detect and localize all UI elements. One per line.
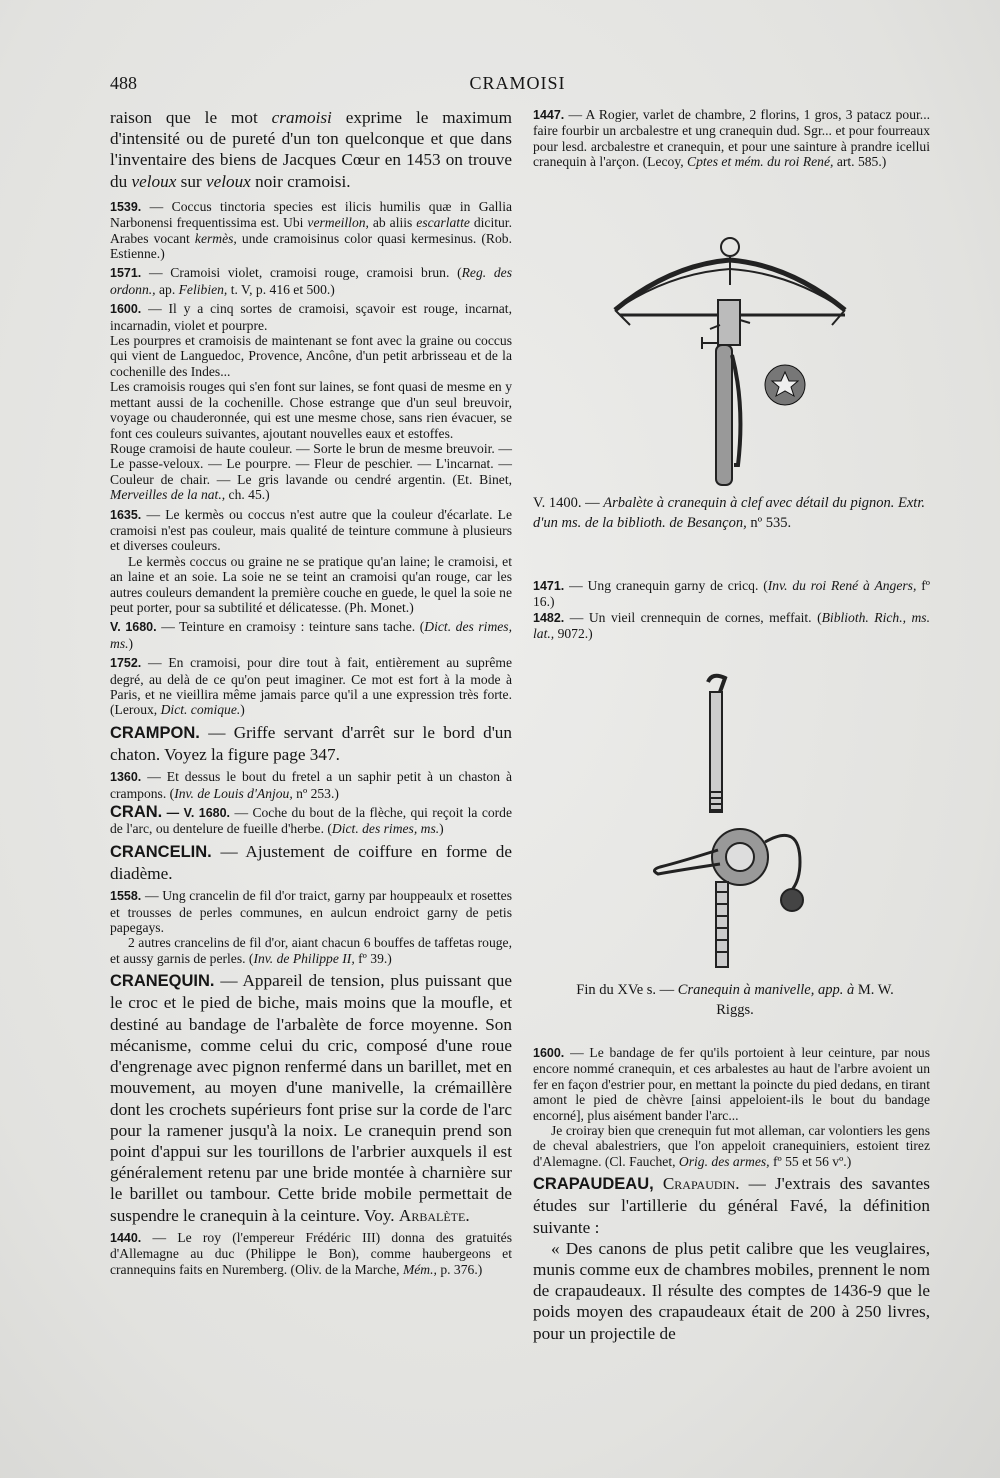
entry-1539: 1539. — Coccus tinctoria species est ilicis humilis quæ in Gallia Narbonensi frequentissima est. Ubi vermeillon, ab aliis escarlatte dicitur. Arabes vocant kermès, unde cramoisinus color quasi kermesinus. (Rob. Estienne.) <box>110 198 513 262</box>
pinion-detail <box>765 365 805 405</box>
entry-1600: 1600. — Il y a cinq sortes de cramoisi, sçavoir est rouge, incarnat, incarnadin, violet et pourpre. <box>110 301 512 333</box>
entry-1600-para-3: Les cramoisis rouges qui s'en font sur laines, se font quasi de mesme en y mettant aussi de la cochenille. Chose estrange que d'un seul breuvoir, voyage ou chauderonnée, qui est une mesme chose, sans rien évacuer, se font ces couleurs suivantes, ajoutant nouvelles eaux et estoffes. <box>110 379 512 441</box>
crapaudeau-headword: CRAPAUDEAU, <box>533 1175 654 1194</box>
page-number: 488 <box>110 73 137 93</box>
entry-1600-right: 1600. — Le bandage de fer qu'ils portoient à leur ceinture, par nous encore nommé cranequin, et ces arbalestes au haut de l'arbre avoient un fer en façon d'estrier pour, en mettant la poincte du pied dedans, en tirant amont le pied de chèvre [ainsi appeloient-ils le bout du bandage encorné], plus aisément bander l'arc... <box>533 1045 930 1123</box>
crancelin-definition: CRANCELIN. — Ajustement de coiffure en forme de diadème. <box>110 841 513 884</box>
crampon-definition: CRAMPON. — Griffe servant d'arrêt sur le bord d'un chaton. Voyez la figure page 347. <box>110 722 512 765</box>
entry-1600-para-2: Les pourpres et cramoisis de maintenant se font avec la graine ou coccus qui vient de Languedoc, Provence, Ancône, d'un petit arbrisseau et de la cochenille des Indes... <box>110 333 512 379</box>
right-column-bottom <box>533 1045 930 1344</box>
entry-1680: V. 1680. — Teinture en cramoisy : teinture sans tache. (Dict. des rimes, ms.) <box>110 619 512 651</box>
entry-1558-para-2: 2 autres crancelins de fil d'or, aiant chacun 6 bouffes de taffetas rouge, et aussy garnis de perles. (Inv. de Philippe II, fº 39.) <box>110 935 512 966</box>
crapaudeau-definition: CRAPAUDEAU, Crapaudin. — J'extrais des savantes études sur l'artillerie du général Favé, la définition suivante : <box>533 1174 930 1237</box>
crapaudeau-quote: « Des canons de plus petit calibre que les veuglaires, munis comme eux de chambres mobiles, prennent le nom de crapaudeaux. Il résulte des comptes de 1436-9 que le poids moyen des crapaudeaux était de 200 à 250 livres, pour un projectile de <box>533 1238 930 1343</box>
cranequin-definition: CRANEQUIN. — Appareil de tension, plus puissant que le croc et le pied de biche, mais moins que la moufle, et destiné au bandage de l'arbalète de force moyenne. Son mécanisme, comme celui du cric, composé d'une roue d'engrenage avec pignon renfermé dans un barillet, met en mouvement, au moyen d'une manivelle, la crémaillère dont les crochets supérieurs font prise sur la corde de l'arc pour la ramener jusqu'à la noix. Le cranequin prend son point d'appui sur les tourillons de l'arbrier auxquels il est généralement retenu par une bride montée à charnière sur le barillet ou tambour. Cette bride mobile permettait de suspendre le cranequin à la ceinture. Voy. Arbalète. <box>110 971 513 1225</box>
entry-1635-para-2: Le kermès coccus ou graine ne se pratique qu'an laine; le cramoisi, et an laine et an soie. La soie ne se teint an cramoisi qu'an rouge, car les autres couleurs demandent la première couche en guede, le quel la soie ne peut porter, pour sa subtilité et délicatesse. (Ph. Monet.) <box>110 553 512 615</box>
entry-1447: 1447. — A Rogier, varlet de chambre, 2 florins, 1 gros, 3 patacz pour... faire fourbir un arcbalestre et ung cranequin dud. Sgr... et pour fourreaux pour lesd. arcbalestre et cranequin, et pour une sainture à prandre icellui cranequin à l'arçon. (Lecoy, Cptes et mém. du roi René, art. 585.) <box>533 107 930 170</box>
figure-1-caption: V. 1400. — Arbalète à cranequin à clef avec détail du pignon. Extr. d'un ms. de la biblioth. de Besançon, nº 535. <box>533 495 925 531</box>
entry-1600-right-para-2: Je croiray bien que crenequin fut mot alleman, car volontiers les gens de cheval abalestriers, que l'on appeloit cranequiniers, estoient tirez d'Alemagne. (Cl. Fauchet, Orig. des armes, fº 55 et 56 vº.) <box>533 1123 930 1169</box>
crank-cranequin-illustration <box>640 672 820 972</box>
entry-1482: 1482. — Un vieil crennequin de cornes, meffait. (Biblioth. Rich., ms. lat., 9072.) <box>533 609 931 642</box>
running-title: CRAMOISI <box>469 73 566 93</box>
crampon-headword: CRAMPON. <box>110 723 200 742</box>
right-column-mid <box>533 578 930 642</box>
entry-1571: 1571. — Cramoisi violet, cramoisi rouge, cramoisi brun. (Reg. des ordonn., ap. Felibien, t. V, p. 416 et 500.) <box>110 265 512 297</box>
entry-1360: 1360. — Et dessus le bout du fretel a un saphir petit à un chaston à crampons. (Inv. de Louis d'Anjou, nº 253.) <box>110 769 512 801</box>
page-header <box>110 73 925 99</box>
right-column-top <box>533 107 930 170</box>
entry-1752: 1752. — En cramoisi, pour dire tout à fait, entièrement au suprême degré, au delà de ce qu'on peut imaginer. Ce mot est fort à la mode à Paris, et ne vieillira même jamais parce qu'il a une expression très forte. (Leroux, Dict. comique.) <box>110 655 512 718</box>
figure-2-caption: Fin du XVe s. — Cranequin à manivelle, app. à M. W. Riggs. <box>576 982 894 1018</box>
entry-1440: 1440. — Le roy (l'empereur Frédéric III) donna des gratuités d'Allemagne au duc (Philippe le Bon), comme haubergeons et crannequins faits en Nuremberg. (Oliv. de la Marche, Mém., p. 376.) <box>110 1229 512 1277</box>
cran-headword: CRAN. <box>110 803 163 822</box>
intro-paragraph: raison que le mot cramoisi exprime le maximum d'intensité ou de pureté d'un ton quelconque et que dans l'inventaire des biens de Jacques Cœur en 1453 on trouve du veloux sur veloux noir cramoisi. <box>110 108 512 191</box>
entry-1635: 1635. — Le kermès ou coccus n'est autre que la couleur d'écarlate. Le cramoisi n'est pas couleur, mais qualité de teinture commune à plusieurs et diverses couleurs. <box>110 506 512 554</box>
left-column <box>110 107 512 1277</box>
cran-definition: CRAN. — V. 1680. — Coche du bout de la flèche, qui reçoit la corde de l'arc, ou dentelure de fueille d'herbe. (Dict. des rimes, ms.) <box>110 803 513 837</box>
crancelin-headword: CRANCELIN. <box>110 842 212 861</box>
entry-1558: 1558. — Ung crancelin de fil d'or traict, garny par houppeaulx et rosettes et trousses de perles communes, en aulcun endroict garny de petis papegays. <box>110 888 512 936</box>
entry-1471: 1471. — Ung cranequin garny de cricq. (Inv. du roi René à Angers, fº 16.) <box>533 578 930 610</box>
cranequin-headword: CRANEQUIN. <box>110 972 215 991</box>
crossbow-cranequin-illustration <box>610 225 870 495</box>
entry-1600-para-4: Rouge cramoisi de haute couleur. — Sorte le brun de mesme breuvoir. — Le passe-veloux. — Le pourpre. — Fleur de peschier. — L'incarnat. — Couleur de chair. — Le gris lavande ou cendré argentin. (Et. Binet, Merveilles de la nat., ch. 45.) <box>110 440 512 503</box>
